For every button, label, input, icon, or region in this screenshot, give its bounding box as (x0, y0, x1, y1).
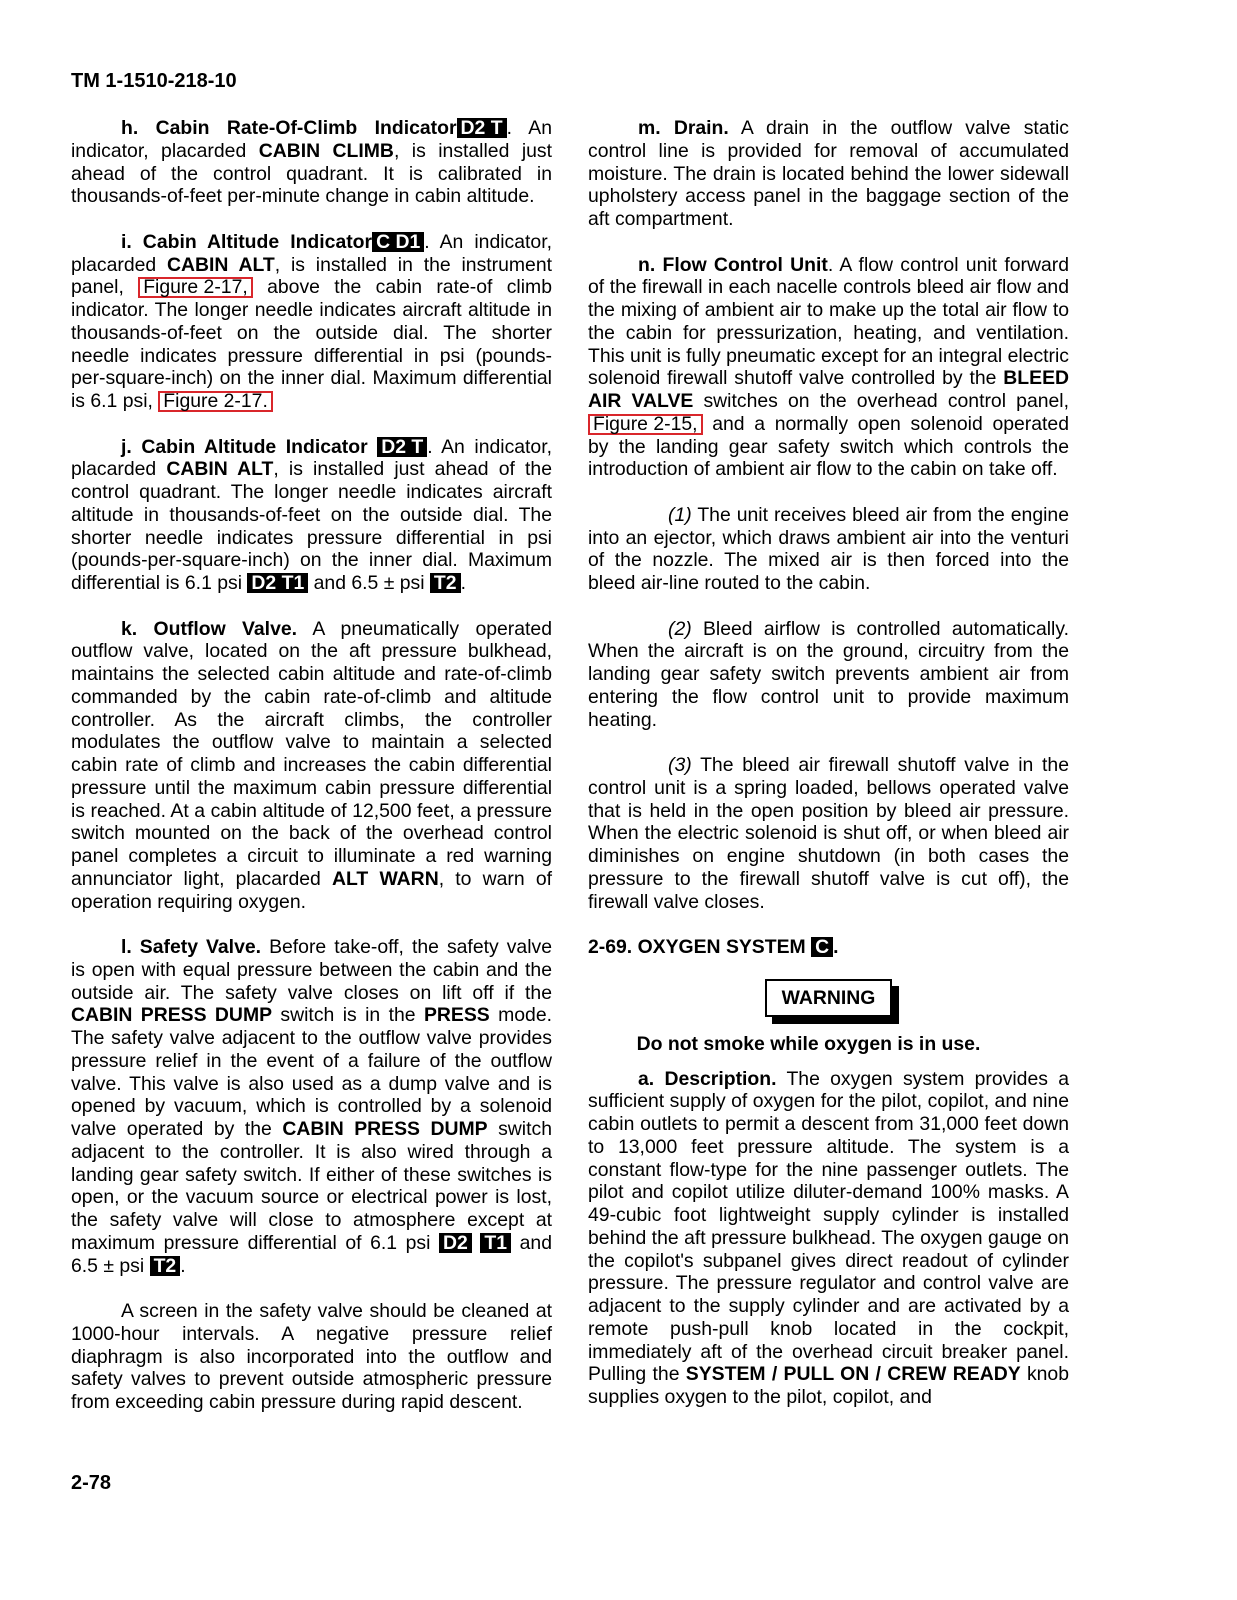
section-heading-oxygen-system (588, 936, 1069, 959)
para-text: . An indicator, placarded (71, 230, 552, 276)
para-title: k. Outflow Valve. (121, 617, 298, 640)
para-text: The unit receives bleed air from the engine into an ejector, which draws ambient air into the venturi of the nozzle. The mixed air is then forced into the bleed air-line routed to the cabin. (588, 503, 1069, 594)
para-title: h. Cabin Rate-Of-Climb Indicator (121, 117, 457, 139)
figure-link[interactable]: Figure 2-15, (588, 414, 703, 435)
para-text: mode. The safety valve adjacent to the outflow valve provides pressure relief in the event of a failure of the outflow valve. This valve is also used as a dump valve and is opened by vacuum, which is controlled by a solenoid valve operated by the (71, 1004, 552, 1140)
para-a-description (588, 1068, 1069, 1409)
para-text: above the cabin rate-of climb indicator. The longer needle indicates aircraft altitude in thousands-of-feet on the outside dial. The shorter needle indicates pressure differential in psi (pounds-per-square-inch) on the inner dial. Maximum differential is 6.1 psi, (71, 276, 552, 412)
placard-text: ALT WARN (332, 867, 439, 890)
para-text: . An indicator, placarded (71, 117, 552, 162)
para-k-outflow-valve (71, 618, 552, 914)
section-title: 2-69. OXYGEN SYSTEM (588, 936, 806, 958)
subpara-number: (3) (668, 754, 692, 776)
para-title: n. Flow Control Unit (638, 253, 828, 276)
para-text: A drain in the outflow valve static control line is provided for removal of accumulated moisture. The drain is located behind the lower sidewall upholstery access panel in the baggage section of the aft compartment. (588, 117, 1069, 230)
para-text: , is installed just ahead of the control quadrant. The longer needle indicates aircraft altitude in thousands-of-feet on the outside dial. The shorter needle indicates pressure differential in psi (pounds-per-square-inch) on the inner dial. Maximum differential is 6.1 psi (71, 458, 552, 594)
placard-text: SYSTEM / PULL ON / CREW READY (685, 1363, 1021, 1386)
subpara-number: (1) (668, 503, 692, 526)
para-text: , is installed just ahead of the control quadrant. It is calibrated in thousands-of-feet per-minute change in cabin altitude. (71, 139, 552, 208)
para-text: switch is in the (272, 1004, 424, 1027)
placard-text: PRESS (423, 1004, 490, 1027)
effectivity-tag: D2 T (457, 118, 507, 138)
right-column (588, 117, 1069, 1432)
para-j-cabin-altitude (71, 436, 552, 595)
para-text: , to warn of operation requiring oxygen. (71, 867, 553, 913)
para-text: and 6.5 ± psi (308, 572, 430, 594)
effectivity-tag: C D1 (372, 232, 424, 252)
para-i-cabin-altitude (71, 231, 552, 413)
para-text: switch adjacent to the controller. It is also wired through a landing gear safety switch. If either of these switches is open, or the vacuum source or electrical power is lost, the safety valve will close to atmosphere except at maximum pressure differential of 6.1 psi (71, 1118, 552, 1254)
para-m-drain (588, 117, 1069, 231)
section-title-period: . (833, 936, 839, 958)
warning-text: Do not smoke while oxygen is in use. (636, 1032, 981, 1055)
left-column (71, 117, 552, 1437)
para-text: . (460, 572, 466, 594)
effectivity-tag: D2 (439, 1233, 472, 1253)
para-text: The oxygen system provides a sufficient supply of oxygen for the pilot, copilot, and nine cabin outlets to permit a descent from 31,000 feet down to 13,000 feet pressure altitude. The system is a constant flow-type for the nine passenger outlets. The pilot and copilot utilize diluter-demand 100% masks. A 49-cubic foot lightweight supply cylinder is installed behind the aft pressure bulkhead. The oxygen gauge on the copilot's subpanel gives direct readout of cylinder pressure. The pressure regulator and control valve are adjacent to the supply cylinder and are activated by a remote push-pull knob located in the cockpit, immediately aft of the overhead circuit breaker panel. Pulling the (588, 1067, 1069, 1386)
warning-label-box: WARNING (765, 979, 893, 1017)
para-text: . A flow control unit forward of the firewall in each nacelle controls bleed air flow and the mixing of ambient air to make up the total air flow to the cabin for pressurization, heating, and ventilation. This unit is fully pneumatic except for an integral electric solenoid firewall shutoff valve controlled by the (588, 253, 1069, 390)
para-text: knob supplies oxygen to the pilot, copilot, and (588, 1363, 1069, 1408)
subpara-number: (2) (668, 617, 692, 640)
para-text: switches on the overhead control panel, (693, 390, 1069, 412)
subpara-n2 (588, 618, 1069, 732)
para-title: m. Drain. (638, 117, 729, 139)
placard-text: CABIN PRESS DUMP (71, 1004, 273, 1027)
effectivity-tag: T2 (430, 573, 461, 593)
placard-text: CABIN CLIMB (258, 139, 394, 162)
para-text: . (180, 1254, 186, 1277)
effectivity-tag: D2 T (377, 437, 427, 457)
figure-link[interactable]: Figure 2-17. (158, 391, 273, 412)
para-title: i. Cabin Altitude Indicator (121, 230, 373, 253)
para-text: Before take-off, the safety valve is open with equal pressure between the cabin and the outside air. The safety valve closes on lift off if the (71, 936, 552, 1004)
para-l-safety-valve (71, 936, 552, 1277)
figure-link[interactable]: Figure 2-17, (138, 277, 253, 298)
placard-text: CABIN ALT (166, 458, 274, 481)
para-safety-valve-screen: A screen in the safety valve should be cleaned at 1000-hour intervals. A negative pressure relief diaphragm is also incorporated into the outflow and safety valves to prevent outside atmospheric pressure from exceeding cabin pressure during rapid descent. (71, 1300, 552, 1413)
para-text: and a normally open solenoid operated by the landing gear safety switch which controls the introduction of ambient air flow to the cabin on take off. (588, 412, 1069, 481)
effectivity-tag: T1 (480, 1233, 511, 1253)
para-text: . An indicator, placarded (71, 435, 552, 481)
effectivity-tag: D2 T1 (247, 573, 308, 593)
placard-text: CABIN PRESS DUMP (282, 1118, 488, 1140)
para-n-flow-control-unit (588, 254, 1069, 482)
para-text: The bleed air firewall shutoff valve in the control unit is a spring loaded, bellows operated valve that is held in the open position by bleed air pressure. When the electric solenoid is shut off, or when bleed air diminishes on engine shutdown (in both cases the pressure to the firewall shutoff valve is cut off), the firewall valve closes. (588, 754, 1069, 913)
para-h-cabin-rate-of-climb (71, 117, 552, 208)
para-title: l. Safety Valve. (121, 936, 262, 958)
para-text: Bleed airflow is controlled automatically. When the aircraft is on the ground, circuitry from the landing gear safety switch prevents ambient air from entering the flow control unit to provide maximum heating. (588, 617, 1069, 731)
page-number: 2-78 (71, 1472, 112, 1494)
para-title: a. Description. (638, 1067, 777, 1090)
subpara-n3 (588, 754, 1069, 913)
subpara-n1 (588, 504, 1069, 595)
effectivity-tag: T2 (150, 1256, 181, 1276)
para-text: and 6.5 ± psi (71, 1231, 553, 1277)
placard-text: BLEED AIR VALVE (588, 367, 1069, 412)
placard-text: CABIN ALT (167, 253, 275, 276)
para-text: A pneumatically operated outflow valve, located on the aft pressure bulkhead, maintains the selected cabin altitude and rate-of-climb commanded by the cabin rate-of-climb and altitude controller. As the aircraft climbs, the controller modulates the outflow valve to maintain a selected cabin rate of climb and increases the cabin differential pressure until the maximum cabin pressure differential is reached. At a cabin altitude of 12,500 feet, a pressure switch mounted on the back of the overhead control panel completes a circuit to illuminate a red warning annunciator light, placarded (71, 617, 552, 890)
document-id: TM 1-1510-218-10 (71, 70, 237, 92)
warning-container (588, 979, 1069, 1017)
para-title: j. Cabin Altitude Indicator (121, 435, 368, 458)
effectivity-tag: C (811, 937, 833, 957)
para-text: , is installed in the instrument panel, (71, 253, 552, 299)
